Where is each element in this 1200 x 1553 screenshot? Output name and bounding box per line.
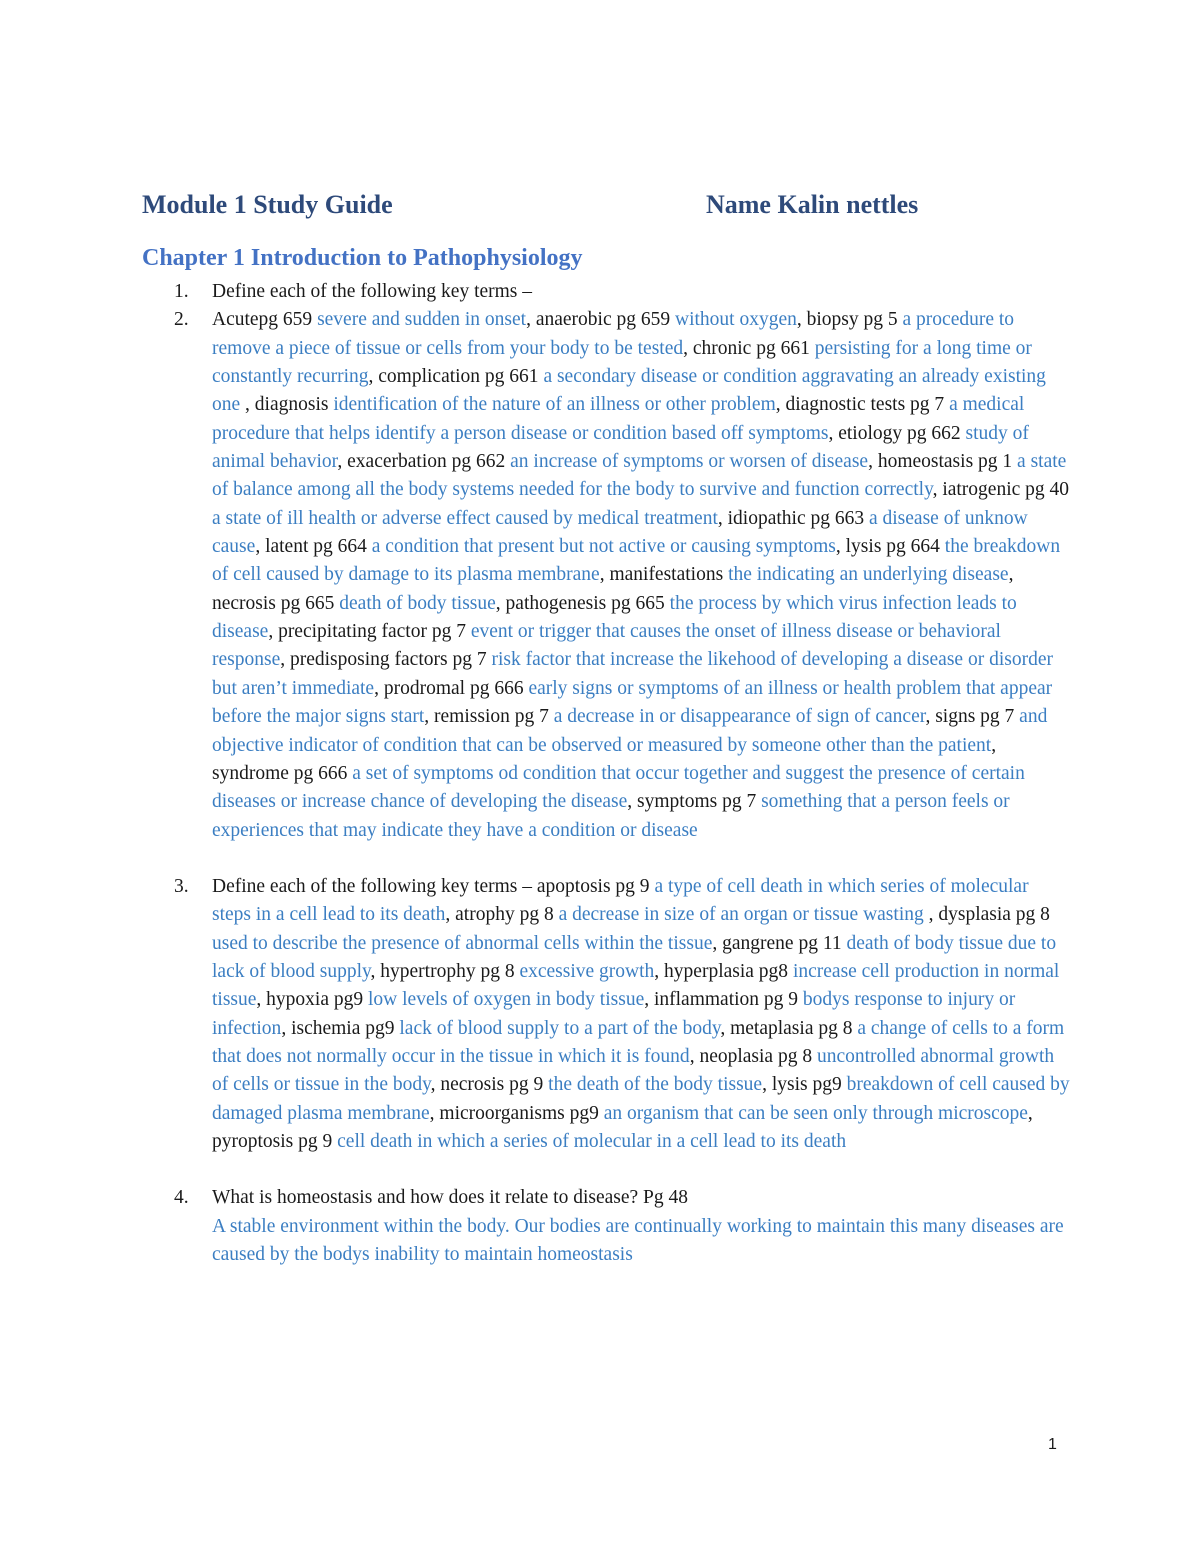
definition-text: low levels of oxygen in body tissue bbox=[368, 989, 645, 1011]
item-text bbox=[212, 876, 1070, 1152]
definition-text: an organism that can be seen only through microscope bbox=[603, 1102, 1028, 1124]
definition-text: lack of blood supply to a part of the body bbox=[399, 1017, 721, 1039]
term-text: , dysplasia pg 8 bbox=[923, 904, 1050, 926]
definition-text: a medical procedure that helps identify a person disease or condition based off symptoms bbox=[212, 394, 1025, 444]
list-item-2 bbox=[142, 306, 1072, 845]
term-text: , chronic pg 661 bbox=[683, 337, 815, 359]
page-number: 1 bbox=[1048, 1436, 1057, 1453]
item-number: 1. bbox=[174, 281, 189, 302]
definition-text: a state of ill health or adverse effect caused by medical treatment bbox=[212, 507, 718, 529]
definition-text: a decrease in or disappearance of sign of cancer bbox=[553, 706, 926, 728]
definition-text: severe and sudden in onset bbox=[317, 309, 527, 331]
definition-text: the process by which virus infection leads to disease bbox=[212, 592, 1017, 643]
definition-text: increase cell production in normal tissue bbox=[212, 960, 1060, 1011]
term-text: , hyperplasia pg8 bbox=[654, 960, 793, 982]
definition-text: the indicating an underlying disease bbox=[728, 564, 1009, 586]
definition-text: and objective indicator of condition that can be observed or measured by someone other than the patient bbox=[212, 706, 1048, 756]
definition-text: a type of cell death in which series of molecular steps in a cell lead to its death bbox=[212, 875, 1029, 926]
item-number: 3. bbox=[174, 875, 189, 897]
student-name: Name Kalin nettles bbox=[706, 190, 919, 219]
definition-text: early signs or symptoms of an illness or health problem that appear before the major signs start bbox=[212, 677, 1053, 728]
definition-text: risk factor that increase the likehood of developing a disease or disorder but aren’t immediate bbox=[212, 649, 1053, 699]
term-text: , homeostasis pg 1 bbox=[868, 451, 1018, 473]
document-title: Module 1 Study Guide bbox=[142, 190, 393, 219]
term-text: , idiopathic pg 663 bbox=[717, 507, 869, 529]
spacer bbox=[142, 1156, 1072, 1184]
term-text: Acutepg 659 bbox=[212, 309, 318, 331]
definition-text: uncontrolled abnormal growth of cells or tissue in the body bbox=[212, 1045, 1055, 1096]
term-text: , etiology pg 662 bbox=[828, 422, 966, 444]
definition-text: a condition that present but not active or causing symptoms bbox=[371, 536, 836, 558]
item-text bbox=[212, 281, 532, 302]
definition-text: without oxygen bbox=[675, 309, 797, 331]
document-header bbox=[142, 190, 1042, 220]
term-text: , lysis pg9 bbox=[762, 1074, 847, 1096]
definition-text: a decrease in size of an organ or tissue wasting bbox=[558, 904, 924, 926]
term-text: , gangrene pg 11 bbox=[712, 932, 847, 954]
term-text: , syndrome pg 666 bbox=[212, 734, 997, 784]
term-text: , exacerbation pg 662 bbox=[337, 451, 511, 473]
term-text: , pathogenesis pg 665 bbox=[495, 592, 670, 614]
list-item-4 bbox=[142, 1184, 1072, 1269]
term-text: , hypertrophy pg 8 bbox=[370, 960, 520, 982]
term-text: , symptoms pg 7 bbox=[627, 791, 762, 813]
definition-text: cell death in which a series of molecular in a cell lead to its death bbox=[337, 1130, 847, 1152]
term-text: , biopsy pg 5 bbox=[796, 309, 903, 331]
definition-text: event or trigger that causes the onset of illness disease or behavioral response bbox=[212, 621, 1001, 671]
term-text: , necrosis pg 9 bbox=[430, 1074, 549, 1096]
term-text: , prodromal pg 666 bbox=[374, 677, 529, 699]
term-text: , iatrogenic pg 40 bbox=[932, 479, 1070, 501]
term-text: , inflammation pg 9 bbox=[644, 989, 803, 1011]
term-text: , pyroptosis pg 9 bbox=[212, 1102, 1033, 1152]
term-text: , microorganisms pg9 bbox=[429, 1102, 604, 1124]
spacer bbox=[142, 845, 1072, 873]
list-item-1 bbox=[142, 278, 1072, 306]
term-text: , precipitating factor pg 7 bbox=[268, 621, 471, 643]
definition-text: excessive growth bbox=[519, 960, 655, 982]
item-text bbox=[212, 309, 1069, 840]
term-text: , ischemia pg9 bbox=[281, 1017, 400, 1039]
definition-text: breakdown of cell caused by damaged plasma membrane bbox=[212, 1074, 1070, 1124]
definition-text: persisting for a long time or constantly recurring bbox=[212, 337, 1032, 388]
term-text: Define each of the following key terms – apoptosis pg 9 bbox=[212, 875, 655, 897]
term-text: , hypoxia pg9 bbox=[256, 989, 368, 1011]
definition-text: the breakdown of cell caused by damage to its plasma membrane bbox=[212, 536, 1061, 586]
definition-text: death of body tissue due to lack of blood supply bbox=[212, 932, 1057, 982]
item-number: 2. bbox=[174, 309, 189, 331]
question-list bbox=[142, 278, 1072, 1269]
definition-text: a disease of unknow cause bbox=[212, 507, 1028, 558]
term-text: , metaplasia pg 8 bbox=[720, 1017, 858, 1039]
term-text: , manifestations bbox=[599, 564, 729, 586]
definition-text: the death of the body tissue bbox=[548, 1074, 763, 1096]
list-item-3 bbox=[142, 873, 1072, 1156]
term-text: , necrosis pg 665 bbox=[212, 564, 1014, 614]
definition-text: identification of the nature of an illness or other problem bbox=[333, 394, 776, 416]
term-text: , anaerobic pg 659 bbox=[526, 309, 676, 331]
item-number: 4. bbox=[174, 1187, 189, 1209]
question-text: What is homeostasis and how does it relate to disease? Pg 48 bbox=[212, 1187, 689, 1209]
definition-text: a procedure to remove a piece of tissue or cells from your body to be tested bbox=[212, 309, 1015, 359]
term-text: Define each of the following key terms – bbox=[212, 281, 533, 302]
definition-text: study of animal behavior bbox=[212, 422, 1029, 473]
term-text: , remission pg 7 bbox=[424, 706, 554, 728]
definition-text: something that a person feels or experiences that may indicate they have a condition or disease bbox=[212, 791, 1010, 841]
chapter-heading: Chapter 1 Introduction to Pathophysiology bbox=[142, 245, 583, 271]
definition-text: a state of balance among all the body systems needed for the body to survive and function correctly bbox=[212, 451, 1067, 501]
definition-text: bodys response to injury or infection bbox=[212, 989, 1016, 1039]
term-text: , diagnostic tests pg 7 bbox=[775, 394, 950, 416]
term-text: , signs pg 7 bbox=[925, 706, 1020, 728]
term-text: , atrophy pg 8 bbox=[445, 904, 559, 926]
answer-text: A stable environment within the body. Our bodies are continually working to maintain this many diseases are caused by the bodys inability to maintain homeostasis bbox=[212, 1215, 1064, 1265]
term-text: , neoplasia pg 8 bbox=[689, 1045, 817, 1067]
definition-text: death of body tissue bbox=[339, 592, 496, 614]
definition-text: a set of symptoms od condition that occur together and suggest the presence of certain diseases or increase chance of developing the disease bbox=[212, 762, 1025, 813]
term-text: , lysis pg 664 bbox=[835, 536, 945, 558]
term-text: , complication pg 661 bbox=[368, 366, 544, 388]
term-text: , latent pg 664 bbox=[255, 536, 372, 558]
definition-text: a change of cells to a form that does not normally occur in the tissue in which it is found bbox=[212, 1017, 1065, 1067]
term-text: , diagnosis bbox=[240, 394, 334, 416]
term-text: , predisposing factors pg 7 bbox=[280, 649, 492, 671]
definition-text: used to describe the presence of abnormal cells within the tissue bbox=[212, 932, 713, 954]
definition-text: an increase of symptoms or worsen of disease bbox=[510, 451, 869, 473]
definition-text: a secondary disease or condition aggravating an already existing one bbox=[212, 366, 1046, 416]
